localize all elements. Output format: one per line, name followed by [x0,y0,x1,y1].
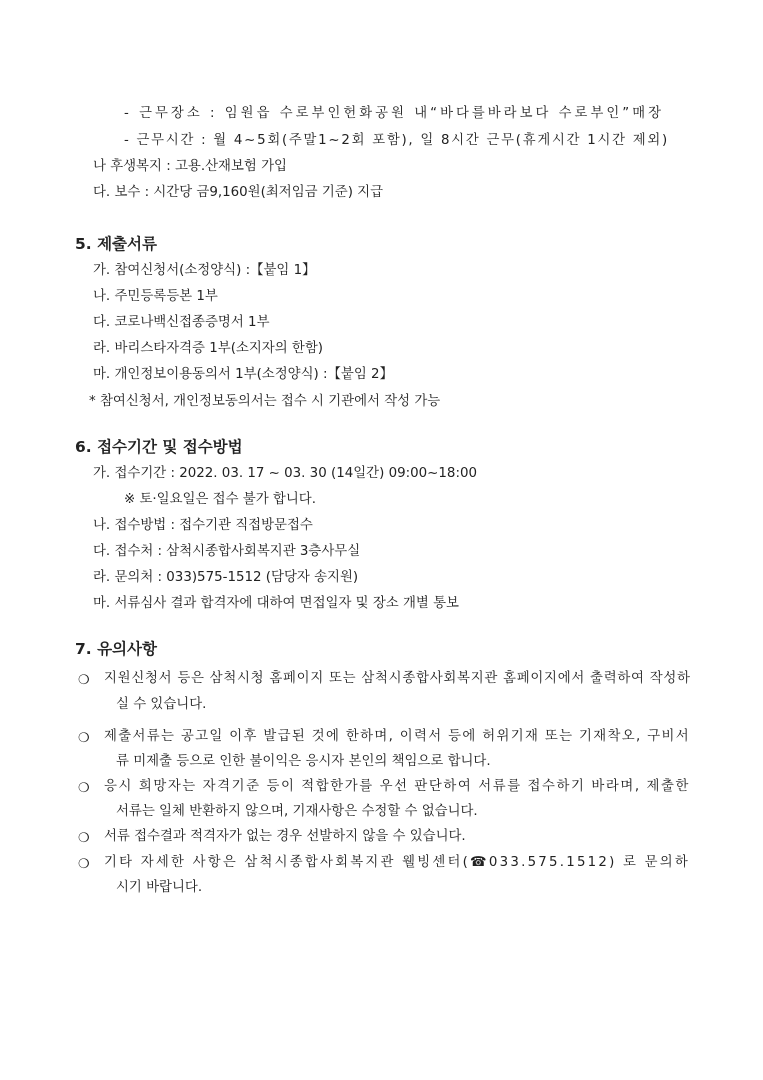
section5-heading: 5. 제출서류 [75,235,157,253]
work-hours-line: - 근무시간 : 월 4~5회(주말1~2회 포함), 일 8시간 근무(휴게시간 1시간 제외) [124,133,669,148]
caution-item-4-line1: 서류 접수결과 적격자가 없는 경우 선발하지 않을 수 있습니다. [104,829,466,844]
section6-heading: 6. 접수기간 및 접수방법 [75,438,243,456]
caution-item-1-line1: 지원신청서 등은 삼척시청 홈페이지 또는 삼척시종합사회복지관 홈페이지에서 출력하여 작성하 [104,671,691,686]
submit-item-barista-cert: 라. 바리스타자격증 1부(소지자의 한함) [93,341,324,356]
caution-item-2-line1: 제출서류는 공고일 이후 발급된 것에 한하며, 이력서 등에 허위기재 또는 기재착오, 구비서 [104,729,690,744]
caution-item-1-line2: 실 수 있습니다. [116,697,207,712]
reception-period-note: ※ 토·일요일은 접수 불가 합니다. [124,492,316,507]
bullet-icon: ❍ [78,857,90,872]
work-place-line: - 근무장소 : 임원읍 수로부인헌화공원 내“바다를바라보다 수로부인”매장 [124,106,664,121]
reception-notice: 마. 서류심사 결과 합격자에 대하여 면접일자 및 장소 개별 통보 [93,596,459,611]
caution-item-5-line2: 시기 바랍니다. [116,880,203,895]
section7-heading: 7. 유의사항 [75,640,157,658]
caution-item-3-line1: 응시 희망자는 자격기준 등이 적합한가를 우선 판단하여 서류를 접수하기 바라며, 제출한 [104,779,690,794]
bullet-icon: ❍ [78,731,90,746]
submit-item-resident-register: 나. 주민등록등본 1부 [93,289,218,304]
bullet-icon: ❍ [78,673,90,688]
reception-place: 다. 접수처 : 삼척시종합사회복지관 3층사무실 [93,544,361,559]
reception-method: 나. 접수방법 : 접수기관 직접방문접수 [93,518,313,533]
reception-contact: 라. 문의처 : 033)575-1512 (담당자 송지원) [93,570,359,585]
submit-item-vaccine-cert: 다. 코로나백신접종증명서 1부 [93,315,270,330]
caution-item-3-line2: 서류는 일체 반환하지 않으며, 기재사항은 수정할 수 없습니다. [116,804,478,819]
bullet-icon: ❍ [78,781,90,796]
bullet-icon: ❍ [78,831,90,846]
submit-note: * 참여신청서, 개인정보동의서는 접수 시 기관에서 작성 가능 [89,394,441,409]
submit-item-privacy-consent: 마. 개인정보이용동의서 1부(소정양식) :【붙임 2】 [93,367,393,382]
welfare-line: 나 후생복지 : 고용.산재보험 가입 [93,159,287,174]
reception-period: 가. 접수기간 : 2022. 03. 17 ~ 03. 30 (14일간) 09:00~18:00 [93,466,477,481]
caution-item-2-line2: 류 미제출 등으로 인한 불이익은 응시자 본인의 책임으로 합니다. [116,754,491,769]
pay-line: 다. 보수 : 시간당 금9,160원(최저임금 기준) 지급 [93,185,384,200]
caution-item-5-line1: 기타 자세한 사항은 삼척시종합사회복지관 웰빙센터(☎033.575.1512) 로 문의하 [104,855,690,870]
submit-item-application: 가. 참여신청서(소정양식) :【붙임 1】 [93,263,316,278]
